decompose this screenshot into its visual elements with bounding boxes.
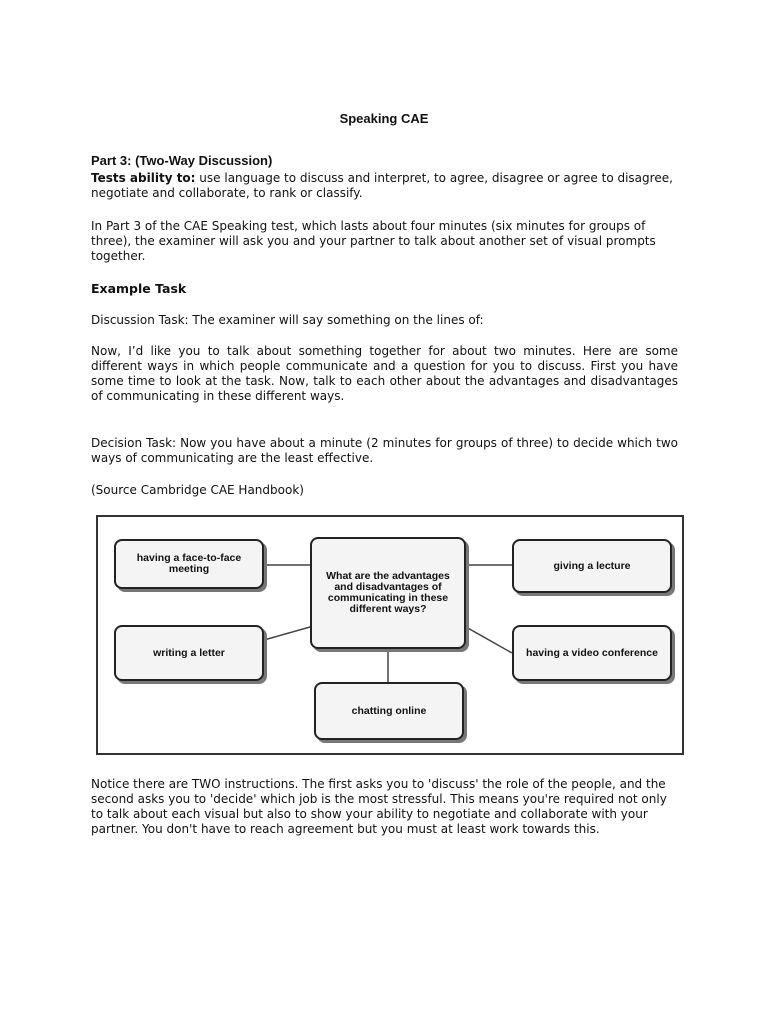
prompt-giving-lecture: giving a lecture bbox=[512, 539, 672, 593]
discussion-intro-paragraph: Discussion Task: The examiner will say something on the lines of: bbox=[91, 313, 484, 327]
prompt-face-to-face-meeting: having a face-to-face meeting bbox=[114, 539, 264, 589]
page-title: Speaking CAE bbox=[339, 111, 429, 126]
notice-paragraph: Notice there are TWO instructions. The first asks you to 'discuss' the role of the people, and the second asks you to 'decide' which job is the most stressful. This means you're required not only to talk about each visual but also to show your ability to negotiate and collaborate with your partner. You don't have to reach agreement but you must at least work towards this. bbox=[91, 777, 667, 836]
tests-ability-paragraph bbox=[91, 171, 678, 201]
example-task-heading: Example Task bbox=[91, 281, 187, 296]
connector-mid-right bbox=[466, 627, 512, 653]
tests-ability-label: Tests ability to: bbox=[91, 171, 196, 185]
decision-text-paragraph: Decision Task: Now you have about a minute (2 minutes for groups of three) to decide which two ways of communicating are the least effective. bbox=[91, 436, 678, 465]
source-paragraph: (Source Cambridge CAE Handbook) bbox=[91, 483, 304, 497]
prompt-video-conference: having a video conference bbox=[512, 625, 672, 681]
intro-paragraph: In Part 3 of the CAE Speaking test, which lasts about four minutes (six minutes for groups of three), the examiner will ask you and your partner to talk about another set of visual prompts together. bbox=[91, 219, 656, 263]
prompt-chatting-online: chatting online bbox=[314, 682, 464, 740]
discussion-diagram bbox=[96, 515, 684, 755]
central-question: What are the advantages and disadvantages of communicating in these different ways? bbox=[310, 537, 466, 649]
discussion-text-paragraph: Now, I’d like you to talk about something together for about two minutes. Here are some different ways in which people communicate and a question for you to discuss. First you have some time to look at the task. Now, talk to each other about the advantages and disadvantages of communicating in these different ways. bbox=[91, 344, 678, 403]
part-heading: Part 3: (Two-Way Discussion) bbox=[91, 153, 273, 168]
prompt-writing-letter: writing a letter bbox=[114, 625, 264, 681]
tests-ability-text: use language to discuss and interpret, to agree, disagree or agree to disagree, negotiate and collaborate, to rank or classify. bbox=[91, 171, 673, 200]
